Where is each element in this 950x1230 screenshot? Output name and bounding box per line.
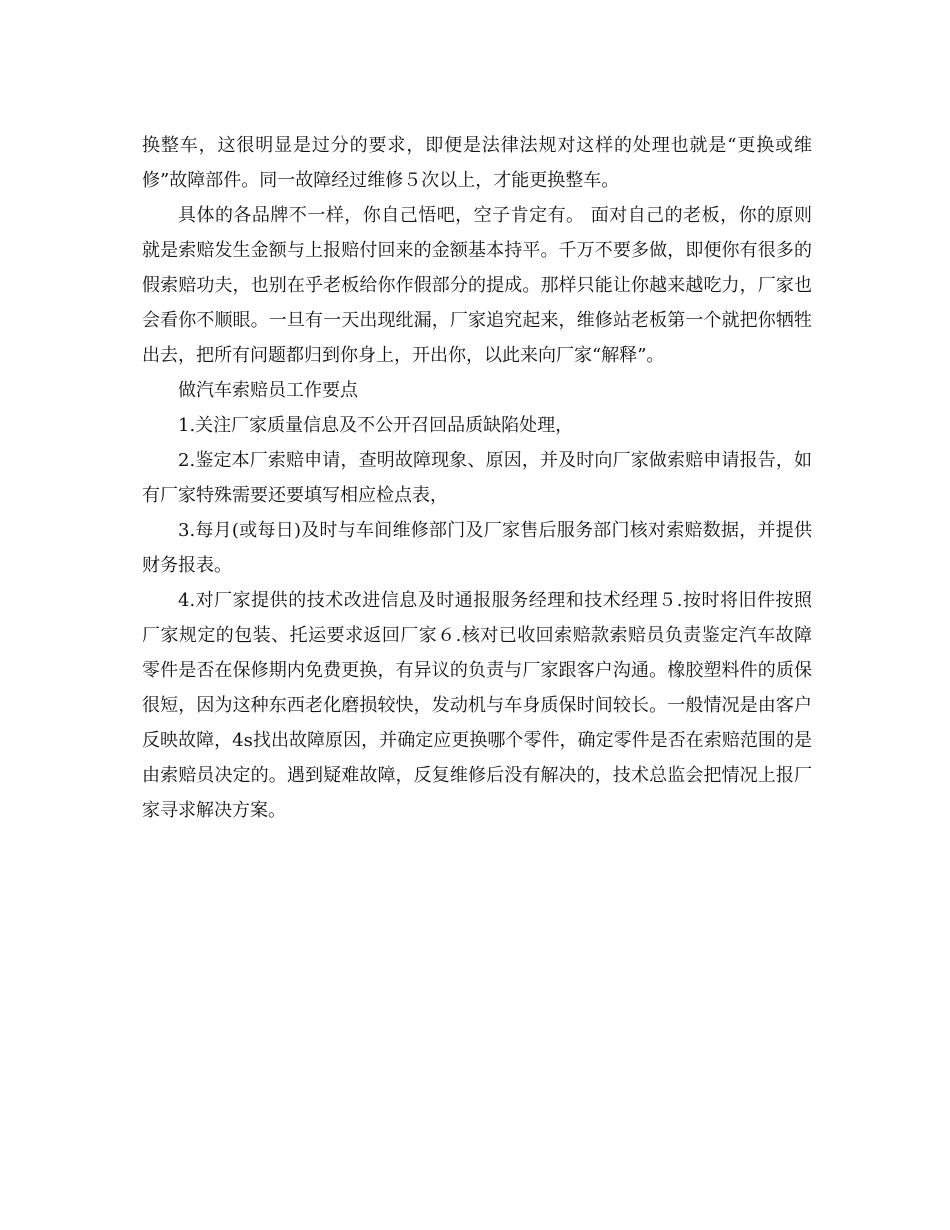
list-item-4: 4.对厂家提供的技术改进信息及时通报服务经理和技术经理５.按时将旧件按照厂家规定的包装、托运要求返回厂家６.核对已收回索赔款索赔员负责鉴定汽车故障零件是否在保修期内免费更换，有异议的负责与厂家跟客户沟通。橡胶塑料件的质保很短，因为这种东西老化磨损较快，发动机与车身质保时间较长。一般情况是由客户反映故障，4s找出故障原因，并确定应更换哪个零件，确定零件是否在索赔范围的是由索赔员决定的。遇到疑难故障，反复维修后没有解决的，技术总监会把情况上报厂家寻求解决方案。 — [142, 590, 812, 821]
section-heading: 做汽车索赔员工作要点 — [178, 380, 358, 401]
paragraph-2: 具体的各品牌不一样，你自己悟吧，空子肯定有。 面对自己的老板，你的原则就是索赔发生金额与上报赔付回来的金额基本持平。千万不要多做，即便你有很多的假索赔功夫，也别在乎老板给你作假部分的提成。那样只能让你越来越吃力，厂家也会看你不顺眼。一旦有一天出现纰漏，厂家追究起来，维修站老板第一个就把你牺牲出去，把所有问题都归到你身上，开出你，以此来向厂家“解释”。 — [142, 205, 812, 366]
paragraph-1: 换整车，这很明显是过分的要求，即便是法律法规对这样的处理也就是“更换或维修”故障部件。同一故障经过维修５次以上，才能更换整车。 — [142, 135, 812, 191]
document-body — [142, 128, 812, 828]
list-item-2: 2.鉴定本厂索赔申请，查明故障现象、原因，并及时向厂家做索赔申请报告，如有厂家特殊需要还要填写相应检点表， — [142, 450, 812, 506]
list-item-3: 3.每月(或每日)及时与车间维修部门及厂家售后服务部门核对索赔数据，并提供财务报表。 — [142, 520, 812, 576]
list-item-1: 1.关注厂家质量信息及不公开召回品质缺陷处理， — [178, 415, 574, 436]
